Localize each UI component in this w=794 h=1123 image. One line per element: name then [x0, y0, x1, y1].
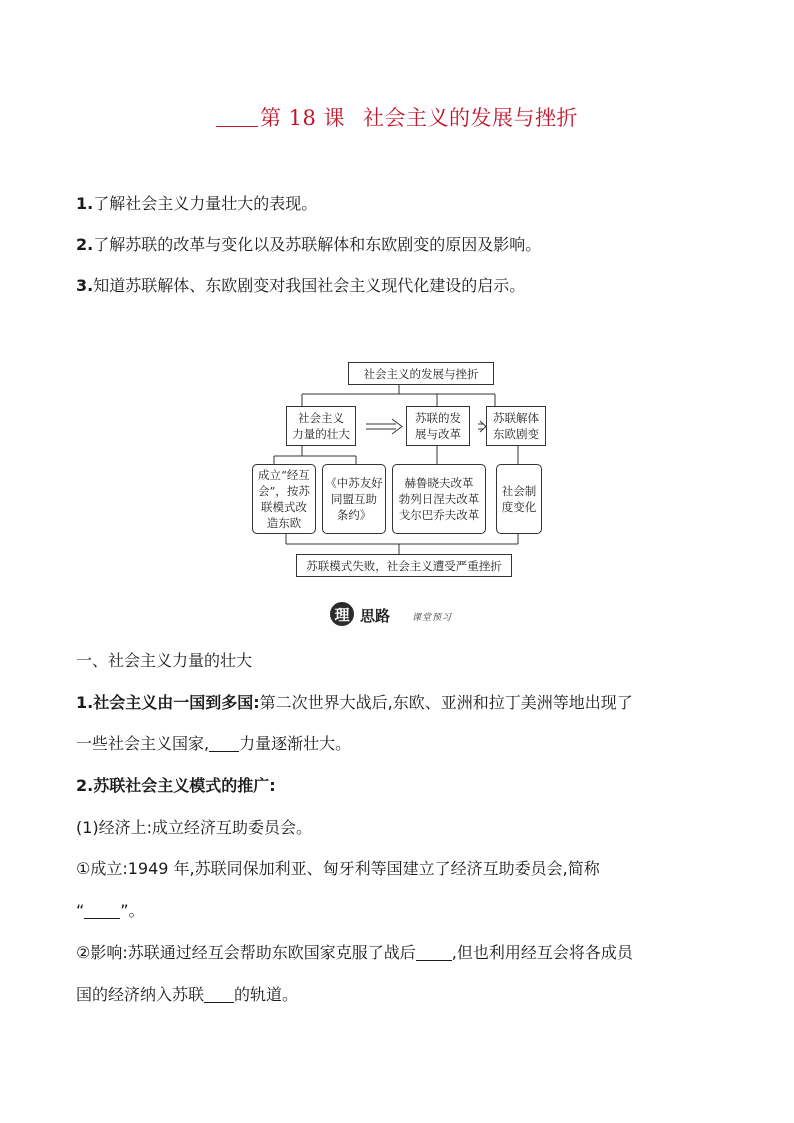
diagram-leaf-treaty: 《中苏友好 同盟互助 条约》 — [322, 464, 386, 534]
knowledge-structure-diagram — [250, 358, 544, 580]
paragraph-4: ①成立:1949 年,苏联同保加利亚、匈牙利等国建立了经济互助委员会,简称 — [76, 859, 600, 878]
paragraph-3: (1)经济上:成立经济互助委员会。 — [76, 818, 313, 837]
fill-blank[interactable] — [204, 985, 234, 1003]
goal-item: 2.了解苏联的改革与变化以及苏联解体和东欧剧变的原因及影响。 — [76, 235, 542, 254]
section-heading: 一、社会主义力量的壮大 — [76, 651, 253, 670]
paragraph-4-cont: “ ”。 — [76, 901, 145, 920]
paragraph-1-cont: 一些社会主义国家, 力量逐渐壮大。 — [76, 734, 352, 753]
diagram-root: 社会主义的发展与挫折 — [348, 362, 494, 385]
diagram-branch-soviet-reform: 苏联的发 展与改革 — [406, 406, 470, 446]
diagram-branch-soviet-collapse: 苏联解体 东欧剧变 — [486, 406, 546, 446]
paragraph-5-cont: 国的经济纳入苏联 的轨道。 — [76, 985, 299, 1004]
diagram-leaf-reforms: 赫鲁晓夫改革 勃列日涅夫改革 戈尔巴乔夫改革 — [392, 464, 486, 534]
diagram-leaf-comecon: 成立“经互 会”，按苏 联模式改 造东欧 — [252, 464, 316, 534]
goal-item: 3.知道苏联解体、东欧剧变对我国社会主义现代化建设的启示。 — [76, 276, 526, 295]
paragraph-5: ②影响:苏联通过经互会帮助东欧国家克服了战后 ,但也利用经互会将各成员 — [76, 943, 633, 962]
fill-blank[interactable] — [84, 901, 120, 919]
fill-blank[interactable] — [416, 943, 452, 961]
badge-label: 思路 — [360, 607, 391, 625]
badge-glyph: 理 — [330, 602, 354, 626]
section-badge — [328, 600, 468, 630]
diagram-branch-socialism-strengthen: 社会主义 力量的壮大 — [286, 406, 356, 446]
title-blank — [216, 106, 258, 127]
goal-item: 1.了解社会主义力量壮大的表现。 — [76, 194, 318, 213]
paragraph-2: 2.苏联社会主义模式的推广: — [76, 776, 276, 795]
page-title — [0, 102, 794, 132]
lesson-title: 社会主义的发展与挫折 — [363, 106, 579, 130]
lesson-number: 第 18 课 — [259, 106, 346, 130]
paragraph-1: 1.社会主义由一国到多国:第二次世界大战后,东欧、亚洲和拉丁美洲等地出现了 — [76, 693, 633, 712]
badge-subtitle: 课堂预习 — [412, 613, 453, 623]
diagram-conclusion: 苏联模式失败，社会主义遭受严重挫折 — [296, 554, 512, 577]
fill-blank[interactable] — [209, 734, 239, 752]
diagram-leaf-system-change: 社会制 度变化 — [496, 464, 542, 534]
